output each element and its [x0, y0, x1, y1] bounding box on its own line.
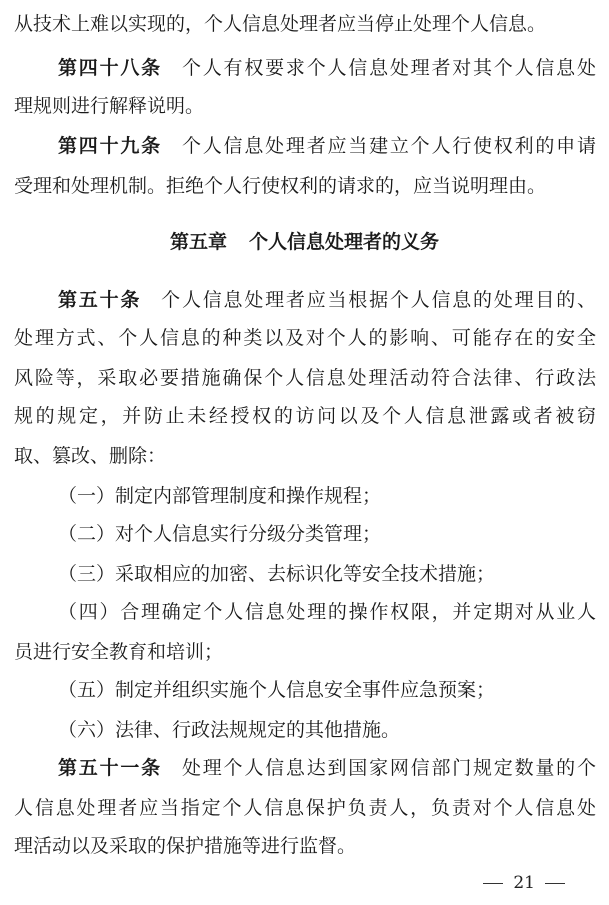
list-item-5: （五）制定并组织实施个人信息安全事件应急预案；	[58, 679, 496, 701]
list-item-4-line-2: 员进行安全教育和培训；	[14, 641, 224, 663]
list-item-4-line-1: （四）合理确定个人信息处理的操作权限，并定期对从业人	[58, 601, 596, 623]
article-48-line-2: 理规则进行解释说明。	[14, 95, 205, 117]
list-item-1: （一）制定内部管理制度和操作规程；	[58, 485, 382, 507]
article-50-label: 第五十条	[58, 289, 142, 311]
article-49-line-2: 受理和处理机制。拒绝个人行使权利的请求的，应当说明理由。	[14, 175, 547, 197]
article-51-line-1	[58, 756, 596, 780]
article-49-label: 第四十九条	[58, 135, 162, 157]
page-number	[473, 872, 575, 894]
dash-right	[545, 883, 565, 884]
article-50-line-1	[58, 288, 596, 312]
article-49-line-1	[58, 134, 596, 158]
list-item-3: （三）采取相应的加密、去标识化等安全技术措施；	[58, 563, 496, 585]
article-51-line-3: 理活动以及采取的保护措施等进行监督。	[14, 835, 357, 857]
text-line: 从技术上难以实现的，个人信息处理者应当停止处理个人信息。	[14, 13, 547, 35]
article-48-line-1	[58, 56, 596, 80]
article-50-line-2: 处理方式、个人信息的种类以及对个人的影响、可能存在的安全	[14, 327, 596, 349]
article-50-line-5: 取、篡改、删除：	[14, 445, 167, 467]
article-49-text: 个人信息处理者应当建立个人行使权利的申请	[181, 135, 596, 157]
chapter-title: 个人信息处理者的义务	[249, 231, 440, 253]
article-51-line-2: 人信息处理者应当指定个人信息保护负责人，负责对个人信息处	[14, 797, 596, 819]
chapter-number: 第五章	[169, 231, 227, 253]
article-48-text: 个人有权要求个人信息处理者对其个人信息处	[181, 57, 596, 79]
list-item-6: （六）法律、行政法规规定的其他措施。	[58, 719, 401, 741]
article-48-label: 第四十八条	[58, 57, 162, 79]
article-51-label: 第五十一条	[58, 757, 162, 779]
article-50-line-4: 规的规定，并防止未经授权的访问以及个人信息泄露或者被窃	[14, 405, 596, 427]
page-number-value: 21	[513, 873, 535, 893]
dash-left	[483, 883, 503, 884]
article-51-text: 处理个人信息达到国家网信部门规定数量的个	[181, 757, 596, 779]
list-item-2: （二）对个人信息实行分级分类管理；	[58, 523, 382, 545]
article-50-text: 个人信息处理者应当根据个人信息的处理目的、	[161, 289, 596, 311]
article-50-line-3: 风险等，采取必要措施确保个人信息处理活动符合法律、行政法	[14, 367, 596, 389]
chapter-heading	[0, 230, 609, 254]
